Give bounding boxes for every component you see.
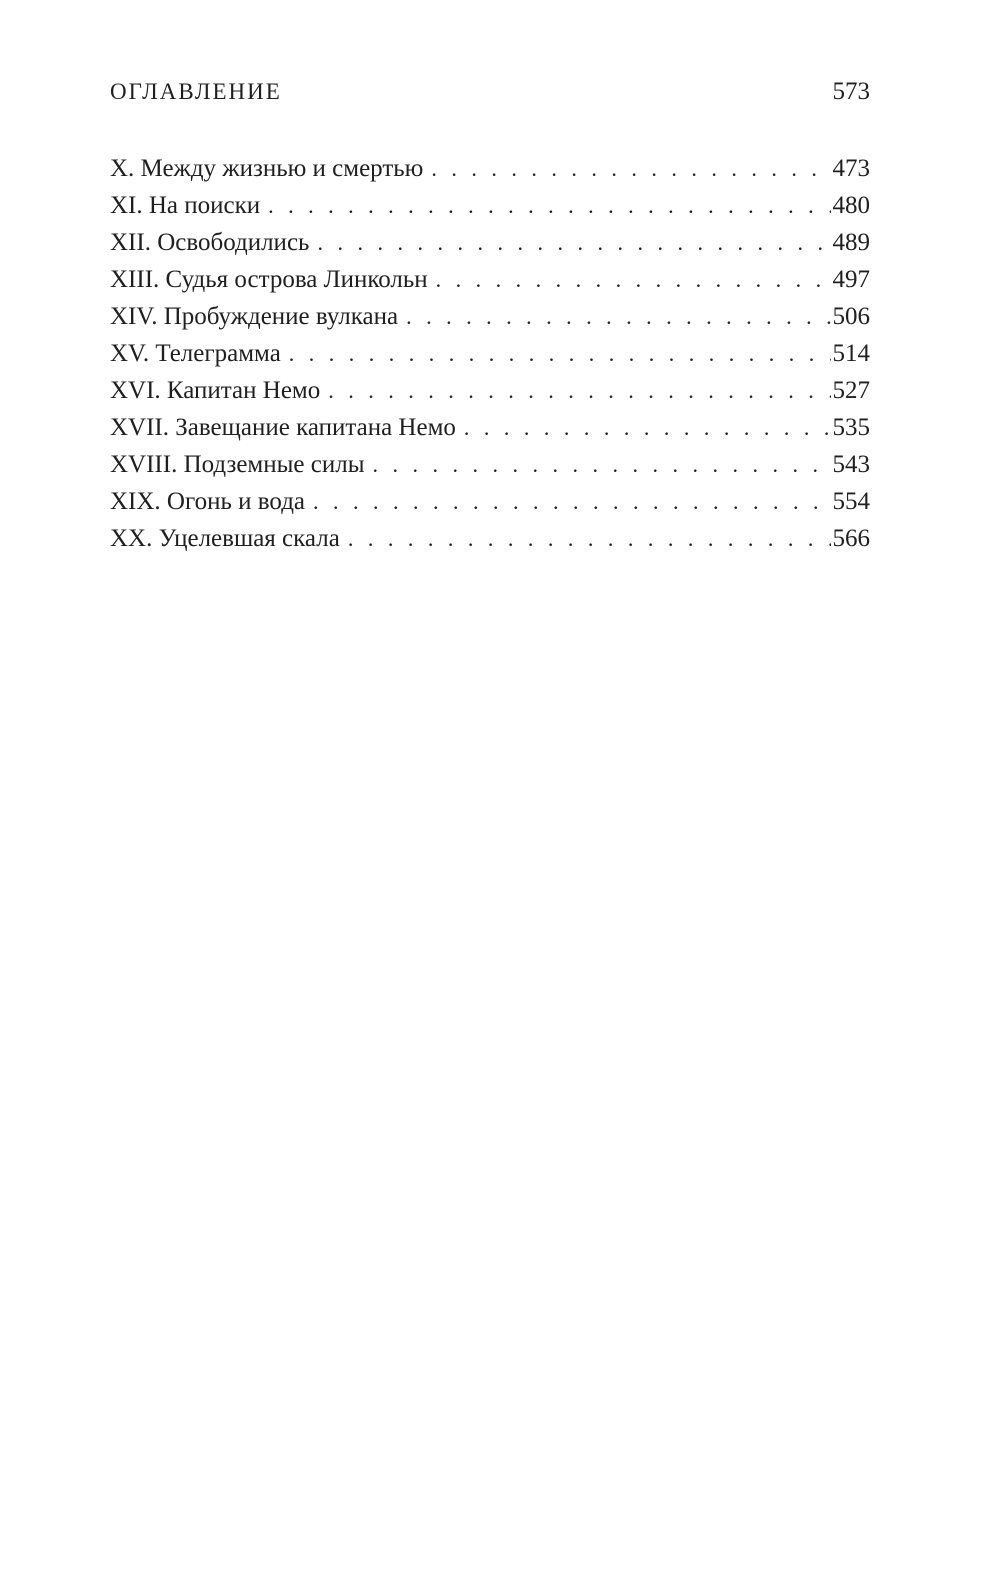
dot-leader bbox=[436, 261, 831, 298]
toc-entry[interactable] bbox=[110, 409, 870, 446]
chapter-page-number: 489 bbox=[832, 229, 870, 256]
chapter-title: XVII. Завещание капитана Немо bbox=[110, 414, 456, 441]
dot-leader bbox=[328, 372, 830, 409]
chapter-title: XIX. Огонь и вода bbox=[110, 488, 306, 515]
dot-leader bbox=[268, 187, 830, 224]
chapter-page-number: 497 bbox=[832, 266, 870, 293]
toc-entry[interactable] bbox=[110, 298, 870, 335]
running-head bbox=[110, 78, 870, 114]
chapter-title: XI. На поиски bbox=[110, 192, 261, 219]
chapter-title: XVIII. Подземные силы bbox=[110, 451, 365, 478]
toc-entry[interactable] bbox=[110, 187, 870, 224]
chapter-title: X. Между жизнью и смертью bbox=[110, 155, 424, 182]
toc-entry[interactable] bbox=[110, 335, 870, 372]
toc-entry[interactable] bbox=[110, 483, 870, 520]
chapter-page-number: 554 bbox=[832, 488, 870, 515]
chapter-title: XX. Уцелевшая скала bbox=[110, 525, 340, 552]
toc-entry[interactable] bbox=[110, 224, 870, 261]
toc-entry[interactable] bbox=[110, 446, 870, 483]
chapter-title: XIV. Пробуждение вулкана bbox=[110, 303, 399, 330]
toc-entry[interactable] bbox=[110, 372, 870, 409]
dot-leader bbox=[431, 150, 830, 187]
section-title: ОГЛАВЛЕНИЕ bbox=[110, 79, 282, 104]
toc-entry[interactable] bbox=[110, 261, 870, 298]
table-of-contents bbox=[110, 150, 870, 557]
chapter-page-number: 514 bbox=[832, 340, 870, 367]
chapter-page-number: 480 bbox=[832, 192, 870, 219]
chapter-page-number: 543 bbox=[832, 451, 870, 478]
chapter-title: XII. Освободились bbox=[110, 229, 310, 256]
dot-leader bbox=[406, 298, 830, 335]
toc-entry[interactable] bbox=[110, 150, 870, 187]
dot-leader bbox=[313, 483, 830, 520]
dot-leader bbox=[348, 520, 831, 557]
chapter-title: XV. Телеграмма bbox=[110, 340, 281, 367]
chapter-page-number: 566 bbox=[832, 525, 870, 552]
dot-leader bbox=[373, 446, 831, 483]
chapter-page-number: 473 bbox=[832, 155, 870, 182]
dot-leader bbox=[317, 224, 830, 261]
chapter-page-number: 527 bbox=[832, 377, 870, 404]
toc-entry[interactable] bbox=[110, 520, 870, 557]
page-number: 573 bbox=[832, 78, 870, 105]
dot-leader bbox=[289, 335, 831, 372]
dot-leader bbox=[464, 409, 831, 446]
chapter-page-number: 535 bbox=[832, 414, 870, 441]
chapter-title: XIII. Судья острова Линкольн bbox=[110, 266, 428, 293]
chapter-title: XVI. Капитан Немо bbox=[110, 377, 321, 404]
chapter-page-number: 506 bbox=[832, 303, 870, 330]
